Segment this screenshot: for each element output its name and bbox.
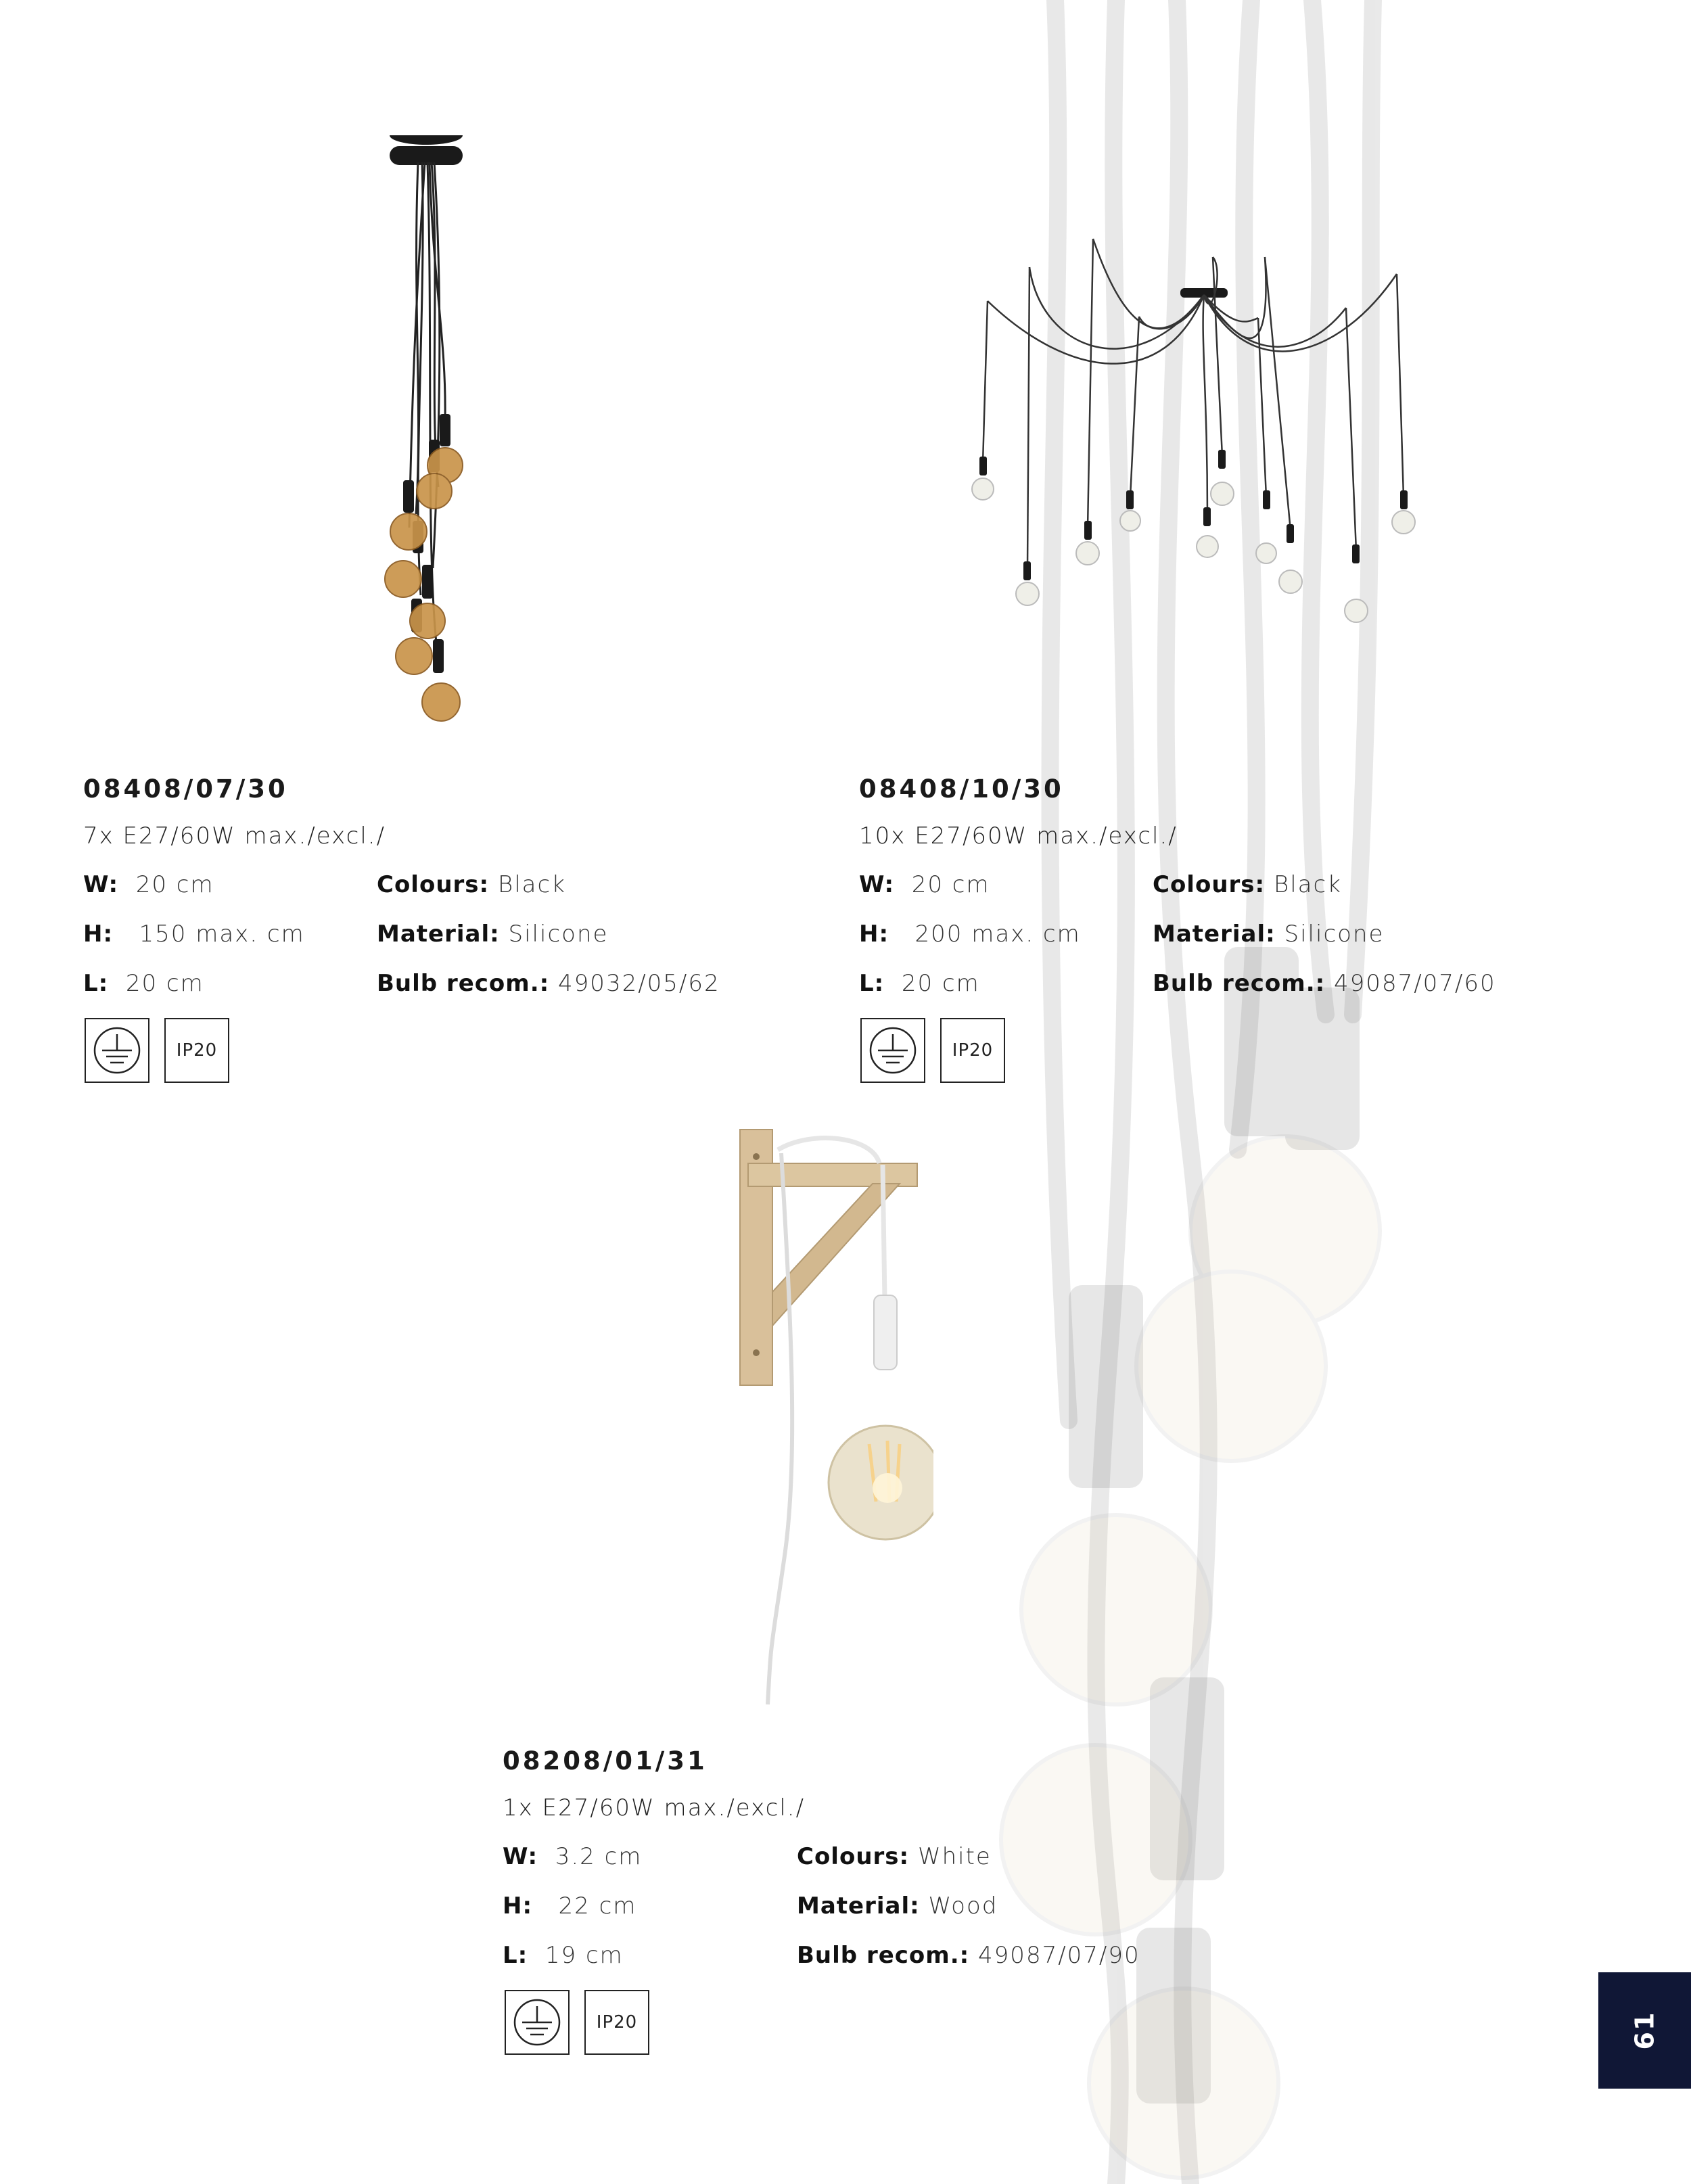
bulb-label: Bulb recom.: <box>1153 970 1326 997</box>
material-label: Material: <box>797 1892 920 1920</box>
material-spec <box>1153 921 1384 948</box>
bulb-value: 49032/05/62 <box>558 970 720 997</box>
length-spec <box>83 970 204 997</box>
length-value: 20 cm <box>125 970 204 997</box>
width-label: W: <box>859 871 895 898</box>
width-label: W: <box>503 1843 538 1870</box>
ip-rating-badge <box>164 1018 229 1083</box>
colours-value: Black <box>1273 871 1342 898</box>
material-spec <box>797 1892 998 1920</box>
width-label: W: <box>83 871 119 898</box>
bulb-value: 49087/07/60 <box>1334 970 1496 997</box>
width-value: 20 cm <box>135 871 214 898</box>
length-value: 19 cm <box>545 1942 624 1969</box>
bulb-label: Bulb recom.: <box>797 1942 970 1969</box>
colours-value: White <box>917 1843 992 1870</box>
page-number: 61 <box>1629 2011 1660 2050</box>
ip-rating-badge <box>940 1018 1005 1083</box>
height-label: H: <box>83 921 114 948</box>
colours-spec <box>797 1843 992 1870</box>
width-value: 20 cm <box>911 871 990 898</box>
colours-spec <box>377 871 566 898</box>
height-spec <box>859 921 1081 948</box>
height-label: H: <box>503 1892 533 1920</box>
ip-rating-text: IP20 <box>596 2012 638 2032</box>
bulb-label: Bulb recom.: <box>377 970 550 997</box>
earth-ground-icon <box>85 1018 149 1083</box>
colours-label: Colours: <box>377 871 490 898</box>
height-spec <box>503 1892 636 1920</box>
product-image-spider-pendant <box>960 230 1420 636</box>
colours-spec <box>1153 871 1342 898</box>
height-value: 150 max. cm <box>139 921 305 948</box>
material-value: Silicone <box>1284 921 1385 948</box>
colours-value: Black <box>497 871 566 898</box>
ip-rating-badge <box>584 1990 649 2055</box>
lamp-spec: 10x E27/60W max./excl./ <box>859 822 1178 850</box>
height-value: 200 max. cm <box>914 921 1081 948</box>
material-value: Wood <box>928 1892 998 1920</box>
length-spec <box>503 1942 624 1969</box>
product-code: 08208/01/31 <box>503 1746 708 1775</box>
ip-rating-text: IP20 <box>176 1040 218 1061</box>
colours-label: Colours: <box>1153 871 1266 898</box>
bulb-spec <box>797 1942 1140 1969</box>
material-label: Material: <box>377 921 500 948</box>
length-label: L: <box>859 970 885 997</box>
earth-ground-icon <box>505 1990 570 2055</box>
ip-rating-text: IP20 <box>952 1040 994 1061</box>
width-value: 3.2 cm <box>555 1843 643 1870</box>
bulb-spec <box>1153 970 1496 997</box>
height-value: 22 cm <box>558 1892 637 1920</box>
page-number-tab <box>1598 1972 1691 2089</box>
length-spec <box>859 970 980 997</box>
length-label: L: <box>83 970 109 997</box>
width-spec <box>859 871 990 898</box>
material-value: Silicone <box>508 921 609 948</box>
product-image-cluster-pendant <box>365 135 501 730</box>
width-spec <box>83 871 214 898</box>
bulb-spec <box>377 970 720 997</box>
height-spec <box>83 921 305 948</box>
width-spec <box>503 1843 642 1870</box>
bulb-value: 49087/07/90 <box>978 1942 1140 1969</box>
product-code: 08408/07/30 <box>83 774 288 804</box>
colours-label: Colours: <box>797 1843 910 1870</box>
length-value: 20 cm <box>901 970 980 997</box>
material-spec <box>377 921 608 948</box>
material-label: Material: <box>1153 921 1276 948</box>
lamp-spec: 7x E27/60W max./excl./ <box>83 822 386 850</box>
product-code: 08408/10/30 <box>859 774 1064 804</box>
height-label: H: <box>859 921 889 948</box>
length-label: L: <box>503 1942 528 1969</box>
lamp-spec: 1x E27/60W max./excl./ <box>503 1794 806 1821</box>
product-image-wall-bracket-lamp <box>731 1123 933 1718</box>
earth-ground-icon <box>860 1018 925 1083</box>
